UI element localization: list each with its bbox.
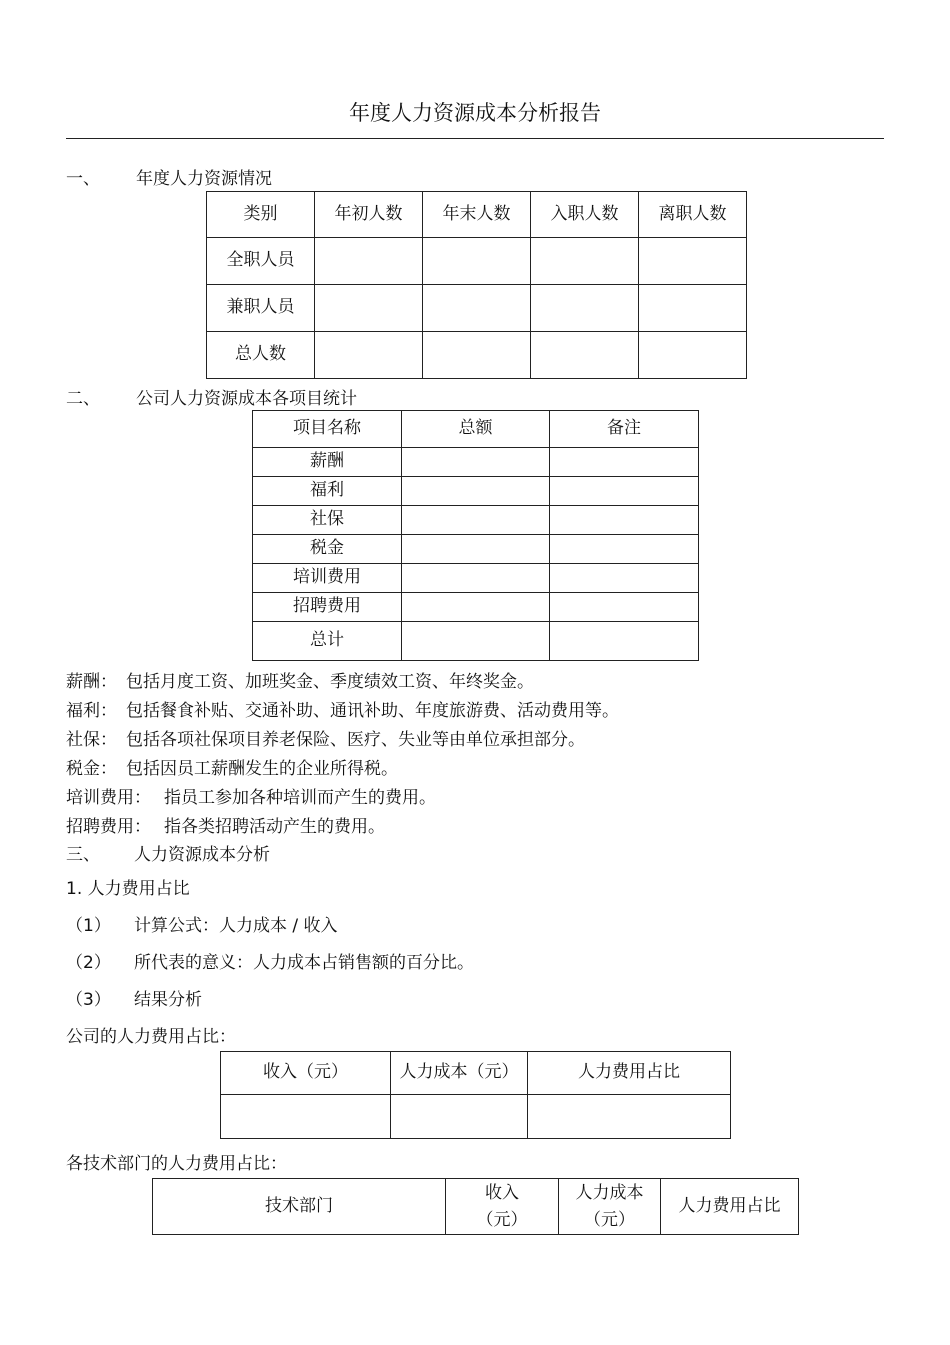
table-header-cell: 人力成本 （元）: [559, 1179, 661, 1235]
empty-cell: [391, 1095, 528, 1139]
row-label: 招聘费用: [253, 593, 402, 622]
note-line: [66, 667, 534, 692]
empty-cell: [423, 332, 531, 379]
section2-number: 二、: [66, 389, 100, 409]
note-key: 税金：: [66, 759, 117, 779]
section2-title: 公司人力资源成本各项目统计: [136, 389, 357, 409]
analysis-item: [66, 911, 338, 936]
table-header-cell: 年初人数: [315, 192, 423, 238]
item-number: （2）: [66, 953, 111, 973]
table-header-cell: 收入（元）: [221, 1052, 391, 1095]
table-header-row: [253, 411, 699, 448]
empty-cell: [402, 535, 550, 564]
analysis-item: [66, 985, 202, 1010]
note-key: 培训费用：: [66, 788, 151, 808]
row-label: 全职人员: [207, 238, 315, 285]
note-text: 指各类招聘活动产生的费用。: [164, 817, 385, 837]
row-label: 总人数: [207, 332, 315, 379]
empty-cell: [315, 238, 423, 285]
empty-cell: [402, 564, 550, 593]
table-row: [221, 1095, 731, 1139]
empty-cell: [550, 506, 699, 535]
row-label: 福利: [253, 477, 402, 506]
row-label: 薪酬: [253, 448, 402, 477]
title-divider: [66, 138, 884, 139]
empty-cell: [402, 593, 550, 622]
company-ratio-label: 公司的人力费用占比：: [66, 1027, 236, 1047]
section1-number: 一、: [66, 169, 100, 189]
note-key: 招聘费用：: [66, 817, 151, 837]
table-header-row: [207, 192, 747, 238]
section3-number: 三、: [66, 845, 100, 865]
headcount-table: [206, 191, 747, 379]
item-text: 结果分析: [134, 990, 202, 1010]
item-text: 计算公式：人力成本 / 收入: [134, 916, 338, 936]
note-line: [66, 812, 385, 837]
section1-title: 年度人力资源情况: [136, 169, 272, 189]
table-header-cell: 人力成本（元）: [391, 1052, 528, 1095]
table-row: [253, 622, 699, 661]
empty-cell: [423, 285, 531, 332]
empty-cell: [639, 238, 747, 285]
company-ratio-table: [220, 1051, 731, 1139]
item-number: （1）: [66, 916, 111, 936]
table-header-row: [221, 1052, 731, 1095]
empty-cell: [531, 285, 639, 332]
dept-ratio-label: 各技术部门的人力费用占比：: [66, 1154, 287, 1174]
item-text: 所代表的意义：人力成本占销售额的百分比。: [134, 953, 474, 973]
empty-cell: [550, 622, 699, 661]
empty-cell: [221, 1095, 391, 1139]
empty-cell: [423, 238, 531, 285]
empty-cell: [639, 285, 747, 332]
row-label: 税金: [253, 535, 402, 564]
empty-cell: [550, 477, 699, 506]
table-header-cell: 类别: [207, 192, 315, 238]
note-line: [66, 783, 436, 808]
section3-heading: [66, 840, 270, 865]
table-row: [253, 477, 699, 506]
empty-cell: [550, 564, 699, 593]
empty-cell: [550, 593, 699, 622]
page-title: 年度人力资源成本分析报告: [349, 101, 601, 125]
table-row: [253, 448, 699, 477]
table-header-cell: 技术部门: [153, 1179, 446, 1235]
table-row: [253, 535, 699, 564]
note-text: 包括月度工资、加班奖金、季度绩效工资、年终奖金。: [126, 672, 534, 692]
table-row: [207, 332, 747, 379]
row-label: 兼职人员: [207, 285, 315, 332]
note-line: [66, 696, 619, 721]
subsection-heading: 1. 人力费用占比: [66, 879, 190, 899]
table-header-cell: 年末人数: [423, 192, 531, 238]
note-key: 福利：: [66, 701, 117, 721]
empty-cell: [528, 1095, 731, 1139]
note-line: [66, 754, 398, 779]
empty-cell: [315, 332, 423, 379]
empty-cell: [550, 448, 699, 477]
note-line: [66, 725, 585, 750]
empty-cell: [531, 238, 639, 285]
table-header-row: [153, 1179, 799, 1235]
row-label: 社保: [253, 506, 402, 535]
table-header-cell: 入职人数: [531, 192, 639, 238]
section3-title: 人力资源成本分析: [134, 845, 270, 865]
empty-cell: [402, 622, 550, 661]
table-row: [207, 285, 747, 332]
note-key: 薪酬：: [66, 672, 117, 692]
empty-cell: [402, 477, 550, 506]
row-label: 总计: [253, 622, 402, 661]
table-row: [207, 238, 747, 285]
cost-items-table: [252, 410, 699, 661]
analysis-item: [66, 948, 474, 973]
empty-cell: [550, 535, 699, 564]
empty-cell: [639, 332, 747, 379]
row-label: 培训费用: [253, 564, 402, 593]
table-header-cell: 收入 （元）: [446, 1179, 559, 1235]
note-text: 包括餐食补贴、交通补助、通讯补助、年度旅游费、活动费用等。: [126, 701, 619, 721]
table-header-cell: 项目名称: [253, 411, 402, 448]
note-text: 包括各项社保项目养老保险、医疗、失业等由单位承担部分。: [126, 730, 585, 750]
note-key: 社保：: [66, 730, 117, 750]
item-number: （3）: [66, 990, 111, 1010]
section1-heading: [66, 164, 272, 189]
table-header-cell: 离职人数: [639, 192, 747, 238]
note-text: 指员工参加各种培训而产生的费用。: [164, 788, 436, 808]
empty-cell: [531, 332, 639, 379]
table-row: [253, 564, 699, 593]
table-header-cell: 总额: [402, 411, 550, 448]
table-header-cell: 人力费用占比: [528, 1052, 731, 1095]
section2-heading: [66, 384, 357, 409]
note-text: 包括因员工薪酬发生的企业所得税。: [126, 759, 398, 779]
dept-ratio-table: [152, 1178, 799, 1235]
table-header-cell: 人力费用占比: [661, 1179, 799, 1235]
empty-cell: [315, 285, 423, 332]
table-header-cell: 备注: [550, 411, 699, 448]
table-row: [253, 593, 699, 622]
empty-cell: [402, 506, 550, 535]
table-row: [253, 506, 699, 535]
empty-cell: [402, 448, 550, 477]
